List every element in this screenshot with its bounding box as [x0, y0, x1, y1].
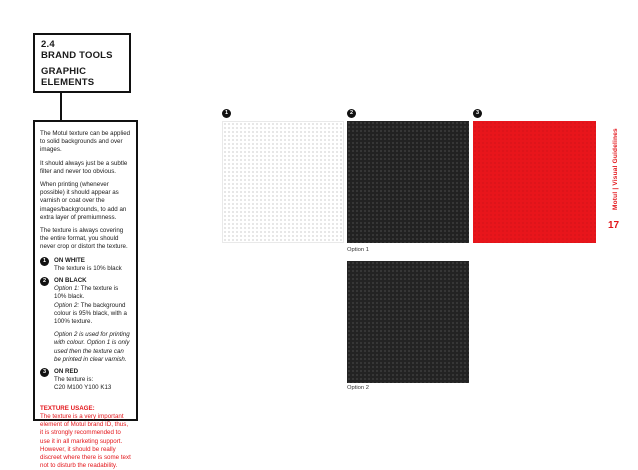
texture-swatch-white	[222, 121, 344, 243]
option-1-label: Option 1:	[54, 285, 80, 293]
page-title-line1: GRAPHIC	[41, 66, 87, 77]
section-title-box	[33, 33, 131, 93]
intro-paragraph-2: It should always just be a subtle filter and never too obvious.	[40, 159, 128, 175]
section-category: BRAND TOOLS	[41, 49, 113, 61]
intro-paragraph-1: The Motul texture can be applied to solid backgrounds and over images.	[40, 130, 131, 154]
number-badge-2: 2	[40, 277, 49, 286]
option-2-text: The background colour is 95% black, with a 100% texture.	[54, 301, 127, 326]
texture-swatch-black-option-2	[347, 261, 469, 383]
item-text-on-red-2: C20 M100 Y100 K13	[54, 384, 112, 392]
page-number: 17	[608, 220, 620, 231]
texture-swatch-red	[473, 121, 596, 243]
item-title-on-black: ON BLACK	[54, 277, 87, 285]
item-on-red	[40, 368, 131, 393]
item-title-on-white: ON WHITE	[54, 256, 85, 264]
item-on-black	[40, 277, 131, 364]
section-heading	[41, 40, 123, 61]
option-note: Option 2 is used for printing with colour. Option 1 is only used then the texture can be printed in clear varnish.	[54, 331, 130, 363]
number-badge-3: 3	[40, 368, 49, 377]
option-2-label: Option 2:	[54, 301, 80, 309]
swatch-badge-3: 3	[473, 109, 482, 118]
intro-paragraph-4: The texture is always covering the entire format, you should never crop or distort the texture.	[40, 227, 128, 251]
description-box	[33, 120, 138, 470]
usage-text: The texture is a very important element of Motul brand ID, thus, it is strongly recommended to use it in all marketing support. However, it should be really discreet where there is some text not to disturb the readability.	[40, 412, 131, 470]
texture-swatch-black-option-1	[347, 121, 469, 243]
connector-line	[60, 93, 62, 120]
option-1-text: The texture is 10% black.	[54, 285, 119, 301]
page-title-line2: ELEMENTS	[41, 76, 95, 88]
option-2-line	[54, 302, 131, 327]
item-text-on-white: The texture is 10% black	[54, 264, 122, 272]
item-on-white	[40, 257, 131, 273]
number-badge-1: 1	[40, 257, 49, 266]
intro-paragraph-3: When printing (whenever possible) it should appear as varnish or coat over the images/backgrounds, to add an extra layer of premiumness.	[40, 181, 127, 221]
sidebar-guidelines-label: Motul | Visual Guidelines	[612, 128, 619, 210]
option-1-line	[54, 285, 131, 301]
usage-title: TEXTURE USAGE:	[40, 404, 95, 412]
section-number: 2.4	[41, 39, 55, 50]
caption-option-1: Option 1	[347, 247, 369, 253]
item-title-on-red: ON RED	[54, 368, 79, 376]
page-title	[41, 67, 123, 88]
swatch-badge-2: 2	[347, 109, 356, 118]
caption-option-2: Option 2	[347, 385, 369, 391]
item-text-on-red-1: The texture is:	[54, 376, 94, 384]
swatch-badge-1: 1	[222, 109, 231, 118]
